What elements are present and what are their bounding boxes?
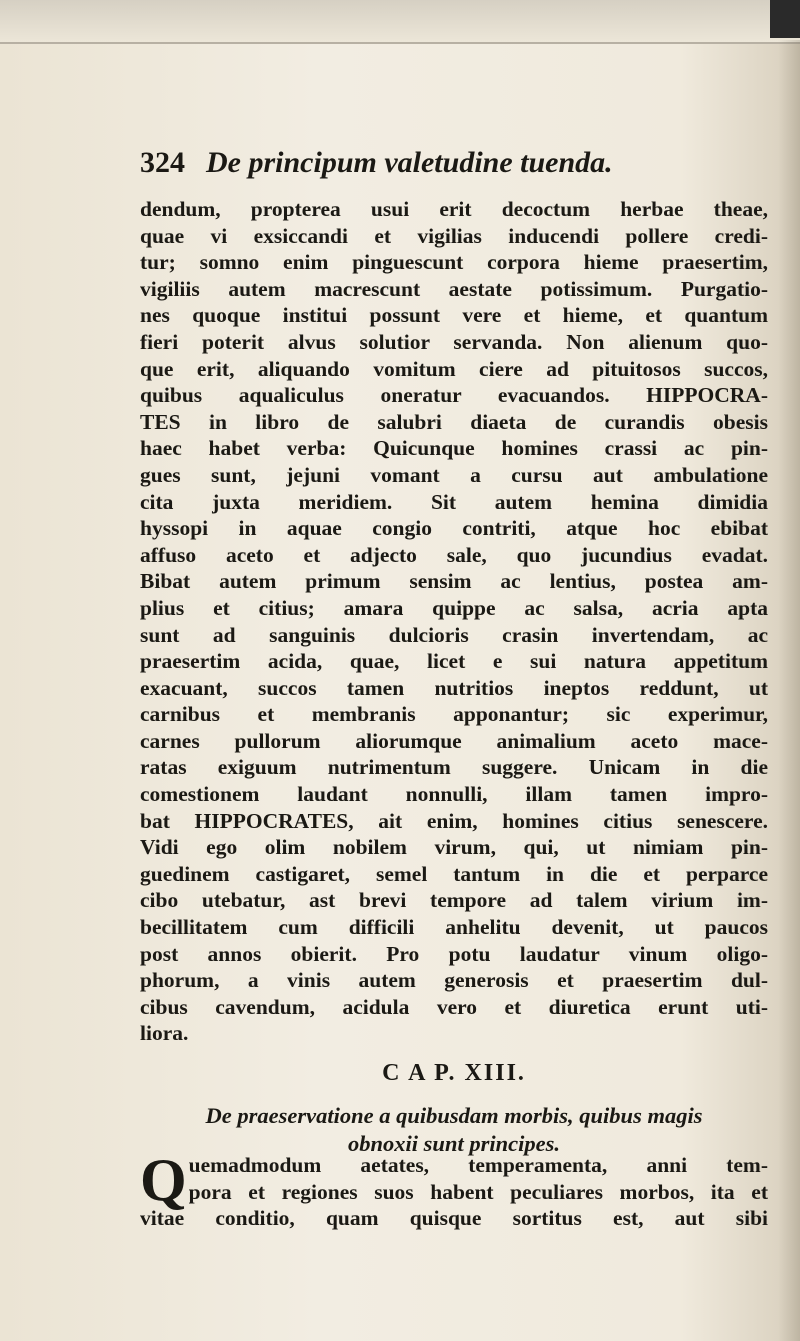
text-line: phorum, a vinis autem generosis et praesertim dul- [140, 968, 768, 993]
chapter-line: pora et regiones suos habent peculiares morbos, ita et [188, 1179, 768, 1204]
text-line: cita juxta meridiem. Sit autem hemina dimidia [140, 489, 768, 514]
text-line: nes quoque institui possunt vere et hieme, et quantum [140, 303, 768, 328]
running-head [140, 146, 700, 186]
text-line: guedinem castigaret, semel tantum in die et perparce [140, 861, 768, 886]
body-text [140, 196, 768, 1047]
text-line: liora. [140, 1021, 189, 1046]
text-line: gues sunt, jejuni vomant a cursu aut ambulatione [140, 462, 768, 487]
running-title: De principum valetudine tuenda. [206, 146, 613, 179]
page-right-edge-shadow [778, 40, 800, 1341]
text-line: exacuant, succos tamen nutritios ineptos reddunt, ut [140, 675, 768, 700]
chapter-title [140, 1102, 768, 1158]
text-line: vigiliis autem macrescunt aestate potissimum. Purgatio- [140, 276, 768, 301]
text-line: cibus cavendum, acidula vero et diuretica erunt uti- [140, 994, 768, 1019]
text-line: quae vi exsiccandi et vigilias inducendi pollere credi- [140, 223, 768, 248]
text-line: praesertim acida, quae, licet e sui natura appetitum [140, 649, 768, 674]
chapter-title-line1: De praeservatione a quibusdam morbis, quibus magis [205, 1103, 703, 1128]
text-line: Vidi ego olim nobilem virum, qui, ut nimiam pin- [140, 835, 768, 860]
text-line: TES in libro de salubri diaeta de curandis obesis [140, 409, 768, 434]
text-line: sunt ad sanguinis dulcioris crasin invertendam, ac [140, 622, 768, 647]
scan-dark-corner [770, 0, 800, 38]
text-line: carnibus et membranis apponantur; sic experimur, [140, 702, 768, 727]
text-line: becillitatem cum difficili anhelitu devenit, ut paucos [140, 915, 768, 940]
text-line: fieri poterit alvus solutior servanda. Non alienum quo- [140, 329, 768, 354]
text-line: plius et citius; amara quippe ac salsa, acria apta [140, 595, 768, 620]
chapter-line-first: uemadmodum aetates, temperamenta, anni tem- [188, 1153, 768, 1177]
text-line: haec habet verba: Quicunque homines crassi ac pin- [140, 436, 768, 461]
chapter-body [140, 1147, 768, 1232]
text-line: comestionem laudant nonnulli, illam tamen impro- [140, 782, 768, 807]
chapter-title-line2: obnoxii sunt principes. [348, 1131, 560, 1156]
text-line: bat HIPPOCRATES, ait enim, homines citius senescere. [140, 808, 768, 833]
text-line: ratas exiguum nutrimentum suggere. Unicam in die [140, 755, 768, 780]
text-line: cibo utebatur, ast brevi tempore ad talem virium im- [140, 888, 768, 913]
text-line: carnes pullorum aliorumque animalium aceto mace- [140, 728, 768, 753]
text-line: dendum, propterea usui erit decoctum herbae theae, [140, 197, 768, 221]
page-top-edge [0, 0, 800, 44]
text-line: que erit, aliquando vomitum ciere ad pituitosos succos, [140, 356, 768, 381]
chapter-line: vitae conditio, quam quisque sortitus est, aut sibi [140, 1206, 768, 1231]
text-line: tur; somno enim pinguescunt corpora hieme praesertim, [140, 250, 768, 275]
drop-cap: Q [140, 1147, 187, 1213]
text-line: hyssopi in aquae congio contriti, atque hoc ebibat [140, 516, 768, 541]
text-line: quibus aqualiculus oneratur evacuandos. HIPPOCRA- [140, 383, 768, 408]
page-number: 324 [140, 146, 185, 179]
text-line: affuso aceto et adjecto sale, quo jucundius evadat. [140, 542, 768, 567]
text-line: Bibat autem primum sensim ac lentius, postea am- [140, 569, 768, 594]
text-line: post annos obierit. Pro potu laudatur vinum oligo- [140, 941, 768, 966]
chapter-label: C A P. XIII. [382, 1060, 526, 1086]
